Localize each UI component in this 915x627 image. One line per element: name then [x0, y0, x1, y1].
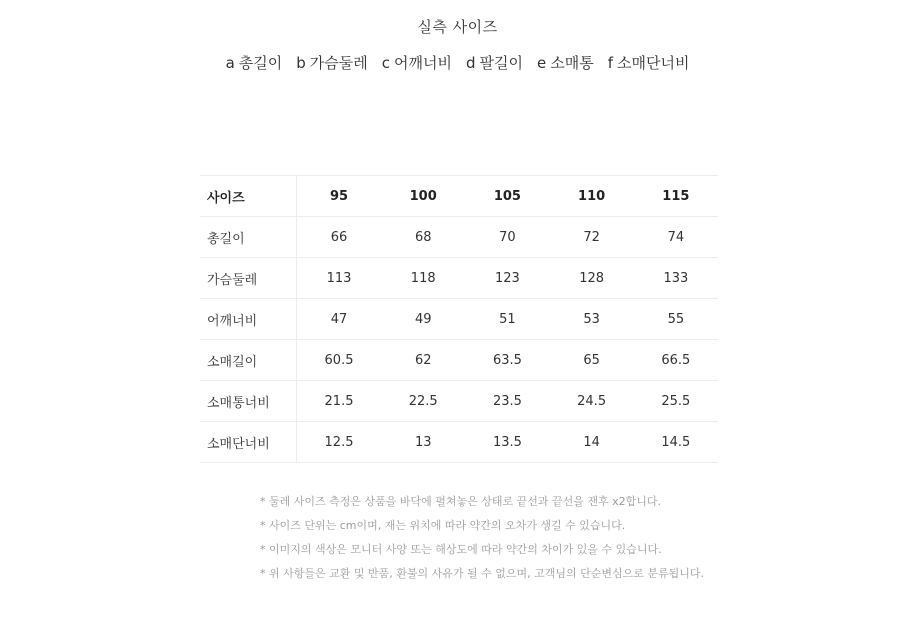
table-cell: 123 — [465, 258, 549, 299]
legend-label: 총길이 — [238, 54, 283, 72]
row-label: 소매길이 — [200, 340, 296, 381]
size-header: 100 — [381, 176, 465, 217]
table-cell: 62 — [381, 340, 465, 381]
table-row — [200, 258, 718, 299]
table-cell: 118 — [381, 258, 465, 299]
table-cell: 74 — [634, 217, 718, 258]
table-cell: 22.5 — [381, 381, 465, 422]
legend-key: a — [225, 54, 235, 72]
size-guide-title: 실측 사이즈 — [417, 18, 498, 36]
legend-label: 가슴둘레 — [309, 54, 368, 72]
size-table — [200, 175, 718, 463]
table-cell: 60.5 — [296, 340, 381, 381]
legend-label: 소매통 — [550, 54, 594, 72]
table-cell: 72 — [550, 217, 634, 258]
table-cell: 113 — [296, 258, 381, 299]
table-cell: 23.5 — [465, 381, 549, 422]
row-label: 어깨너비 — [200, 299, 296, 340]
note-item: * 이미지의 색상은 모니터 사양 또는 해상도에 따라 약간의 차이가 있을 수 있습니다. — [260, 543, 662, 556]
legend-label: 소매단너비 — [616, 54, 690, 72]
table-cell: 13 — [381, 422, 465, 463]
table-cell: 49 — [381, 299, 465, 340]
size-header: 110 — [550, 176, 634, 217]
table-header-label: 사이즈 — [200, 176, 296, 217]
legend-key: f — [607, 54, 613, 72]
table-row — [200, 422, 718, 463]
size-notes — [260, 490, 704, 586]
row-label: 소매단너비 — [200, 422, 296, 463]
table-row — [200, 381, 718, 422]
table-cell: 65 — [550, 340, 634, 381]
legend-item-b — [296, 52, 368, 73]
table-cell: 24.5 — [550, 381, 634, 422]
table-header-row — [200, 176, 718, 217]
table-cell: 14.5 — [634, 422, 718, 463]
legend-key: e — [536, 54, 547, 72]
note-item: * 위 사항들은 교환 및 반품, 환불의 사유가 될 수 없으며, 고객님의 단순변심으로 분류됩니다. — [260, 567, 704, 580]
table-cell: 25.5 — [634, 381, 718, 422]
note-item: * 사이즈 단위는 cm이며, 재는 위치에 따라 약간의 오차가 생길 수 있습니다. — [260, 519, 626, 532]
size-header: 95 — [296, 176, 381, 217]
table-row — [200, 299, 718, 340]
table-cell: 21.5 — [296, 381, 381, 422]
legend-key: d — [465, 54, 476, 72]
row-label: 가슴둘레 — [200, 258, 296, 299]
legend-item-e — [537, 52, 594, 73]
table-cell: 53 — [550, 299, 634, 340]
legend-item-c — [382, 52, 452, 73]
table-cell: 70 — [465, 217, 549, 258]
size-header: 105 — [465, 176, 549, 217]
note-item: * 둘레 사이즈 측정은 상품을 바닥에 펼쳐놓은 상태로 끝선과 끝선을 잰후 x2합니다. — [260, 495, 661, 508]
table-cell: 55 — [634, 299, 718, 340]
legend-label: 어깨너비 — [394, 54, 452, 72]
table-cell: 66.5 — [634, 340, 718, 381]
row-label: 소매통너비 — [200, 381, 296, 422]
table-cell: 13.5 — [465, 422, 549, 463]
table-cell: 128 — [550, 258, 634, 299]
legend-item-d — [466, 52, 523, 73]
measurement-legend — [0, 52, 915, 73]
legend-key: b — [296, 54, 306, 72]
table-row — [200, 217, 718, 258]
legend-item-f — [608, 52, 690, 73]
row-label: 총길이 — [200, 217, 296, 258]
table-cell: 12.5 — [296, 422, 381, 463]
table-cell: 14 — [550, 422, 634, 463]
table-cell: 68 — [381, 217, 465, 258]
table-row — [200, 340, 718, 381]
size-header: 115 — [634, 176, 718, 217]
table-cell: 133 — [634, 258, 718, 299]
table-cell: 63.5 — [465, 340, 549, 381]
legend-label: 팔길이 — [479, 54, 523, 72]
table-cell: 47 — [296, 299, 381, 340]
table-cell: 66 — [296, 217, 381, 258]
legend-key: c — [381, 54, 390, 72]
table-cell: 51 — [465, 299, 549, 340]
legend-item-a — [226, 52, 283, 73]
